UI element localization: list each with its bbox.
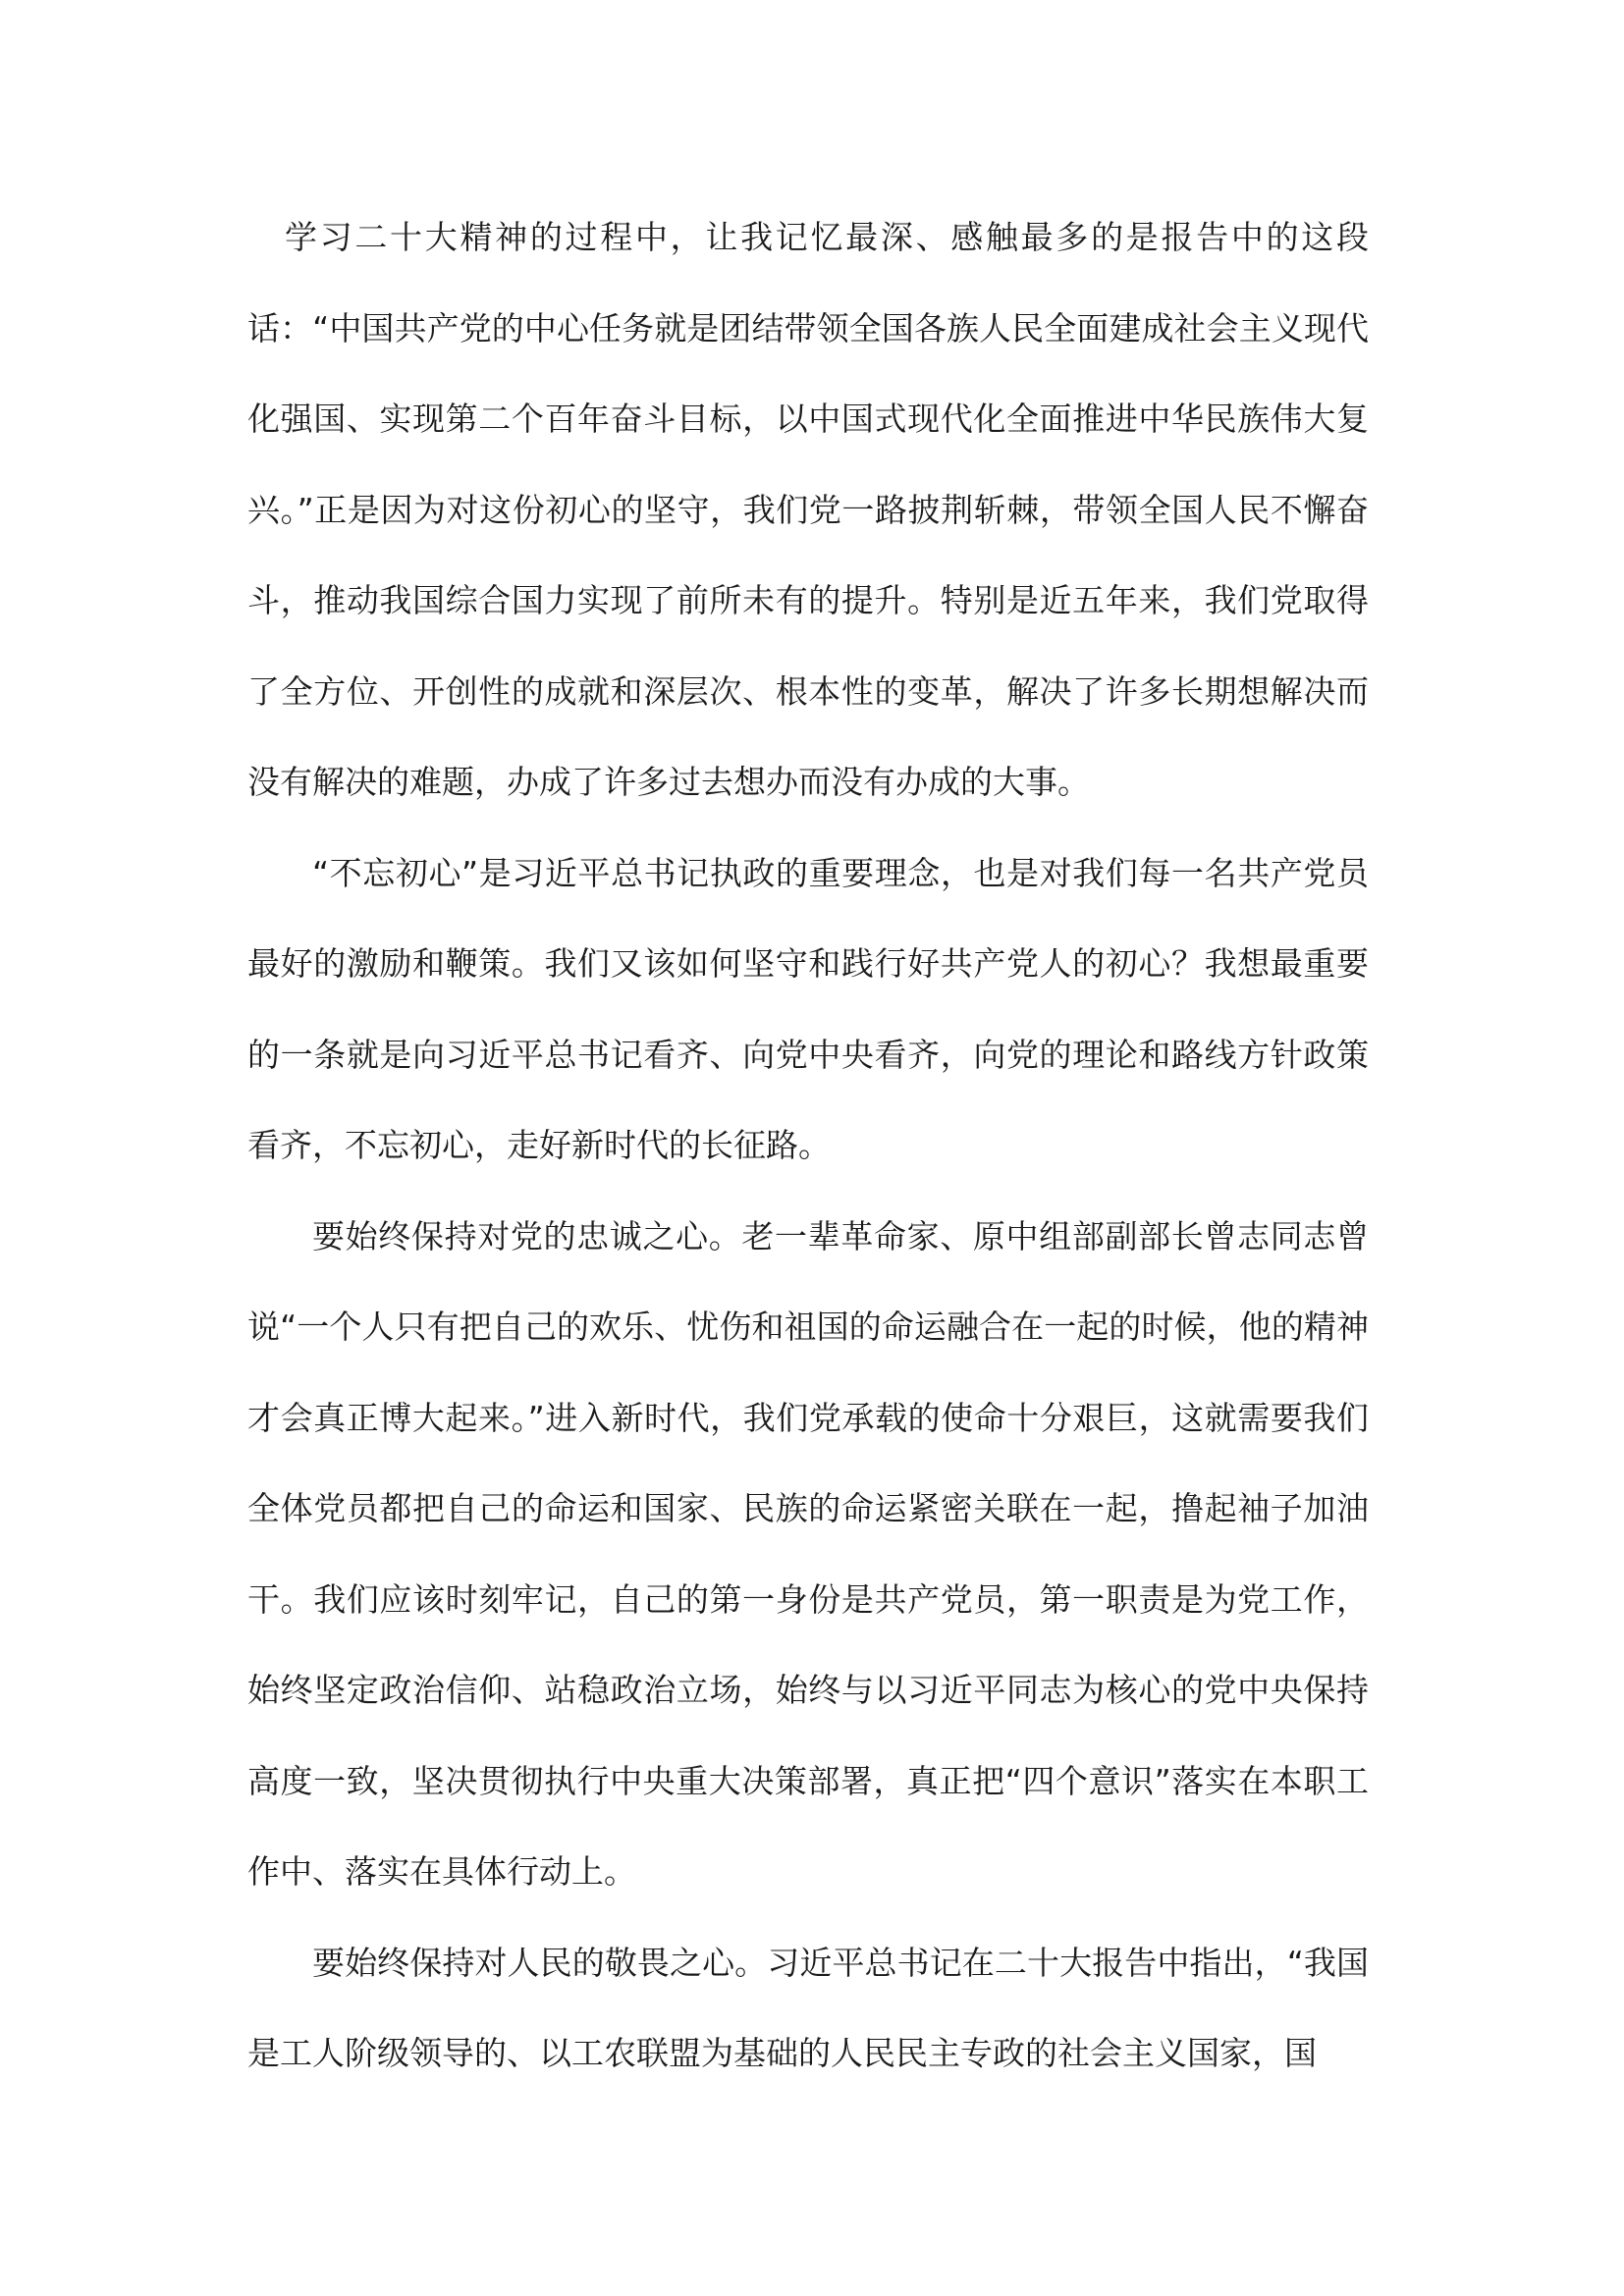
paragraph-3: 要始终保持对党的忠诚之心。老一辈革命家、原中组部副部长曾志同志曾说“一个人只有把自己的欢乐、忧伤和祖国的命运融合在一起的时候，他的精神才会真正博大起来。”进入新时代，我们党承载的使命十分艰巨，这就需要我们全体党员都把自己的命运和国家、民族的命运紧密关联在一起，撸起袖子加油干。我们应该时刻牢记，自己的第一身份是共产党员，第一职责是为党工作，始终坚定政治信仰、站稳政治立场，始终与以习近平同志为核心的党中央保持高度一致，坚决贯彻执行中央重大决策部署，真正把“四个意识”落实在本职工作中、落实在具体行动上。 bbox=[247, 1216, 1369, 1891]
paragraph-1: 学习二十大精神的过程中，让我记忆最深、感触最多的是报告中的这段话：“中国共产党的中心任务就是团结带领全国各族人民全面建成社会主义现代化强国、实现第二个百年奋斗目标，以中国式现代化全面推进中华民族伟大复兴。”正是因为对这份初心的坚守，我们党一路披荆斩棘，带领全国人民不懈奋斗，推动我国综合国力实现了前所未有的提升。特别是近五年来，我们党取得了全方位、开创性的成就和深层次、根本性的变革，解决了许多长期想解决而没有解决的难题，办成了许多过去想办而没有办成的大事。 bbox=[247, 218, 1369, 801]
document-body bbox=[247, 192, 1369, 2100]
paragraph-2: “不忘初心”是习近平总书记执政的重要理念，也是对我们每一名共产党员最好的激励和鞭策。我们又该如何坚守和践行好共产党人的初心？我想最重要的一条就是向习近平总书记看齐、向党中央看齐，向党的理论和路线方针政策看齐，不忘初心，走好新时代的长征路。 bbox=[247, 853, 1369, 1164]
paragraph-4: 要始终保持对人民的敬畏之心。习近平总书记在二十大报告中指出，“我国是工人阶级领导的、以工农联盟为基础的人民民主专政的社会主义国家，国 bbox=[247, 1943, 1369, 2072]
